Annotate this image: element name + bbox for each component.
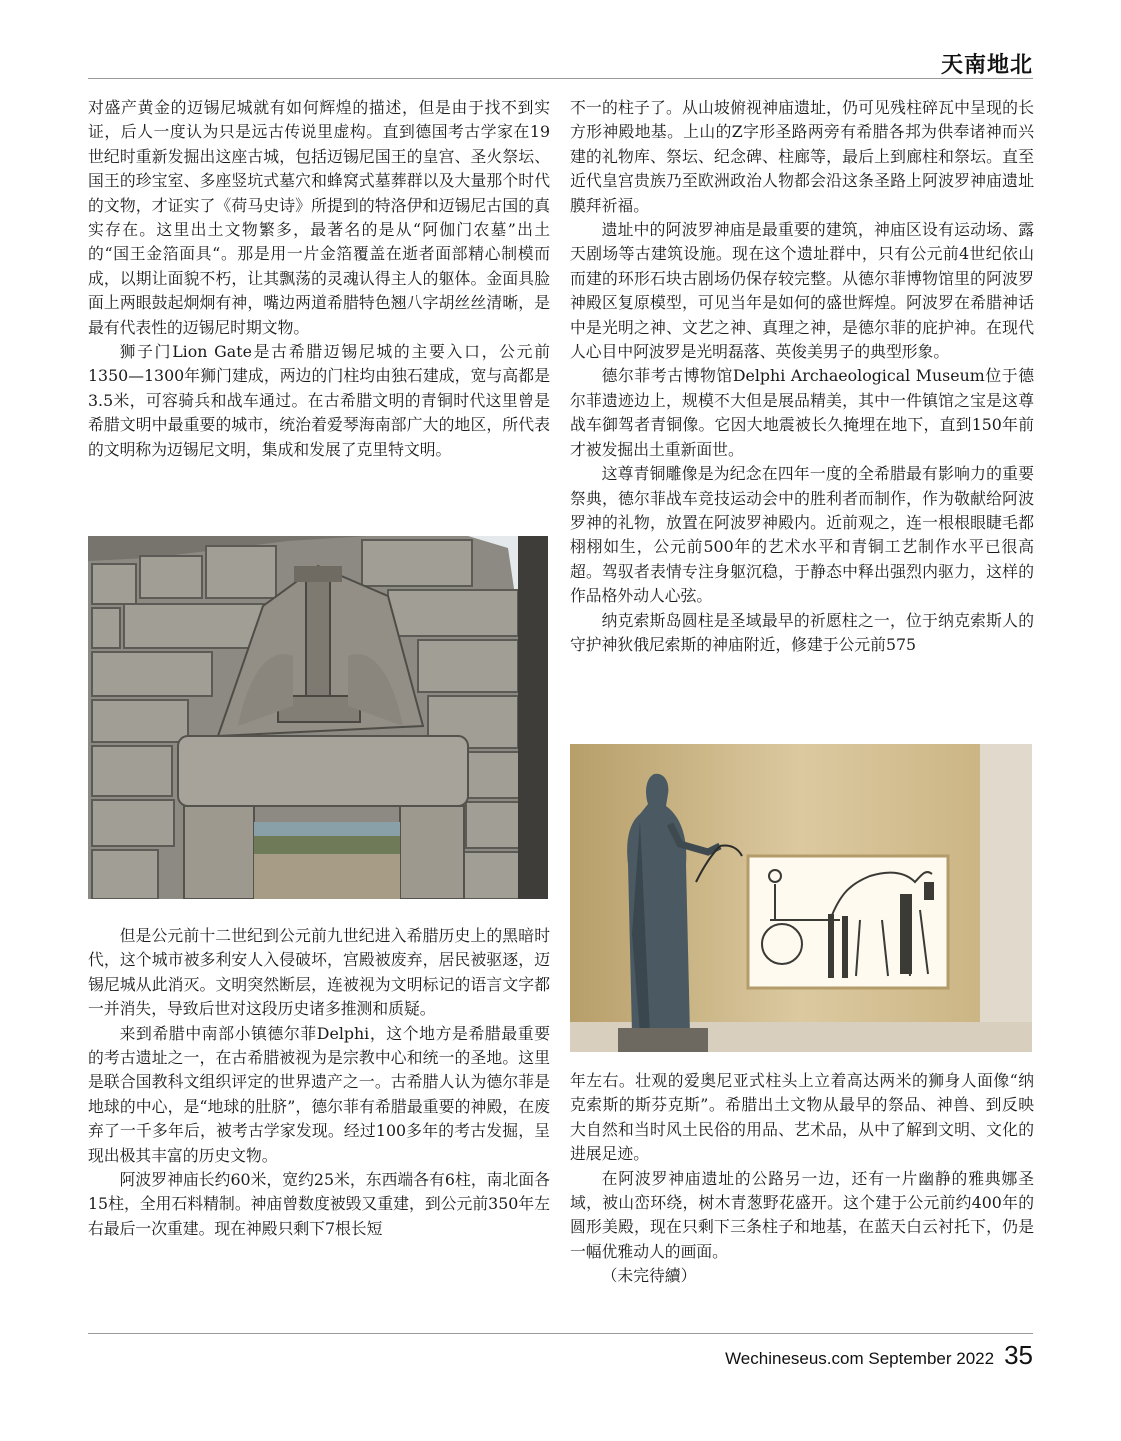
- footer-rule: [88, 1333, 1033, 1334]
- paragraph: 但是公元前十二世纪到公元前九世纪进入希腊历史上的黑暗时代，这个城市被多利安人入侵破坏，宫殿被废弃，居民被驱逐，迈锡尼城从此消灭。文明突然断层，连被视为文明标记的语言文字都一并消失，导致后世对这段历史诸多推测和质疑。: [88, 926, 550, 1019]
- right-column-bottom: [570, 1069, 1034, 1289]
- footer-site-date: Wechineseus.com September 2022: [725, 1349, 995, 1368]
- lion-gate-photo: [88, 536, 548, 899]
- paragraph: 来到希腊中南部小镇德尔菲Delphi，这个地方是希腊最重要的考古遗址之一，在古希腊被视为是宗教中心和统一的圣地。这里是联合国教科文组织评定的世界遗产之一。古希腊人认为德尔菲是地球的中心，是“地球的肚脐”，德尔菲有希腊最重要的神殿，在废弃了一千多年后，被考古学家发现。经过100多年的考古发掘，呈现出极其丰富的历史文物。: [88, 1023, 550, 1165]
- paragraph: 年左右。壮观的爱奥尼亚式柱头上立着高达两米的狮身人面像“纳克索斯的斯芬克斯”。希腊出土文物从最早的祭品、神兽、到反映大自然和当时风土民俗的用品、艺术品，从中了解到文明、文化的进展足迹。: [570, 1071, 1034, 1164]
- footer: [725, 1340, 1033, 1371]
- paragraph: 这尊青铜雕像是为纪念在四年一度的全希腊最有影响力的重要祭典，德尔菲战车竞技运动会中的胜利者而制作，作为敬献给阿波罗神的礼物，放置在阿波罗神殿内。近前观之，连一根根眼睫毛都栩栩如生，公元前500年的艺术水平和青铜工艺制作水平已很高超。驾驭者表情专注身躯沉稳，于静态中释出强烈内驱力，这样的作品格外动人心弦。: [570, 464, 1034, 606]
- section-title: 天南地北: [940, 52, 1033, 78]
- page-number: 35: [1004, 1340, 1033, 1370]
- paragraph: 对盛产黄金的迈锡尼城就有如何辉煌的描述，但是由于找不到实证，后人一度认为只是远古传说里虚构。直到德国考古学家在19世纪时重新发掘出这座古城，包括迈锡尼国王的皇宫、圣火祭坛、国王的珍宝室、多座竖坑式墓穴和蜂窝式墓葬群以及大量那个时代的文物，才证实了《荷马史诗》所提到的特洛伊和迈锡尼古国的真实存在。这里出土文物繁多，最著名的是从“阿伽门农墓”出土的“国王金箔面具“。那是用一片金箔覆盖在逝者面部精心制模而成，以期让面貌不朽，让其飘荡的灵魂认得主人的躯体。金面具脸面上两眼鼓起炯炯有神，嘴边两道希腊特色翘八字胡丝丝清晰，是最有代表性的迈锡尼时期文物。: [88, 98, 550, 337]
- paragraph: 在阿波罗神庙遗址的公路另一边，还有一片幽静的雅典娜圣域，被山峦环绕，树木青葱野花盛开。这个建于公元前约400年的圆形美殿，现在只剩下三条柱子和地基，在蓝天白云衬托下，仍是一幅优雅动人的画面。: [570, 1168, 1034, 1261]
- header-rule: [88, 78, 1033, 79]
- paragraph: 遗址中的阿波罗神庙是最重要的建筑，神庙区设有运动场、露天剧场等古建筑设施。现在这个遗址群中，只有公元前4世纪依山而建的环形石块古剧场仍保存较完整。从德尔菲博物馆里的阿波罗神殿区复原模型，可见当年是如何的盛世辉煌。阿波罗在希腊神话中是光明之神、文艺之神、真理之神，是德尔菲的庇护神。在现代人心目中阿波罗是光明磊落、英俊美男子的典型形象。: [570, 220, 1034, 362]
- paragraph: 纳克索斯岛圆柱是圣域最早的祈愿柱之一，位于纳克索斯人的守护神狄俄尼索斯的神庙附近，修建于公元前575: [570, 610, 1034, 654]
- right-column-top: [570, 96, 1034, 657]
- paragraph: 德尔菲考古博物馆Delphi Archaeological Museum位于德尔菲遗迹边上，规模不大但是展品精美，其中一件镇馆之宝是这尊战车御驾者青铜像。它因大地震被长久掩埋在地下，直到150年前才被发掘出土重新面世。: [570, 366, 1034, 459]
- charioteer-photo: [570, 744, 1032, 1052]
- left-column-top: [88, 96, 550, 462]
- left-column-bottom: [88, 924, 550, 1241]
- paragraph: 阿波罗神庙长约60米，宽约25米，东西端各有6柱，南北面各15柱，全用石料精制。神庙曾数度被毁又重建，到公元前350年左右最后一次重建。现在神殿只剩下7根长短: [88, 1170, 550, 1238]
- to-be-continued: （未完待續）: [601, 1266, 697, 1286]
- paragraph: 不一的柱子了。从山坡俯视神庙遗址，仍可见残柱碎瓦中呈现的长方形神殿地基。上山的Z字形圣路两旁有希腊各邦为供奉诸神而兴建的礼物库、祭坛、纪念碑、柱廊等，最后上到廊柱和祭坛。直至近代皇宫贵族乃至欧洲政治人物都会沿这条圣路上阿波罗神庙遗址膜拜祈福。: [570, 98, 1034, 215]
- paragraph: 狮子门Lion Gate是古希腊迈锡尼城的主要入口，公元前1350—1300年狮门建成，两边的门柱均由独石建成，宽与高都是3.5米，可容骑兵和战车通过。在古希腊文明的青铜时代这里曾是希腊文明中最重要的城市，统治着爱琴海南部广大的地区，所代表的文明称为迈锡尼文明，集成和发展了克里特文明。: [88, 342, 550, 459]
